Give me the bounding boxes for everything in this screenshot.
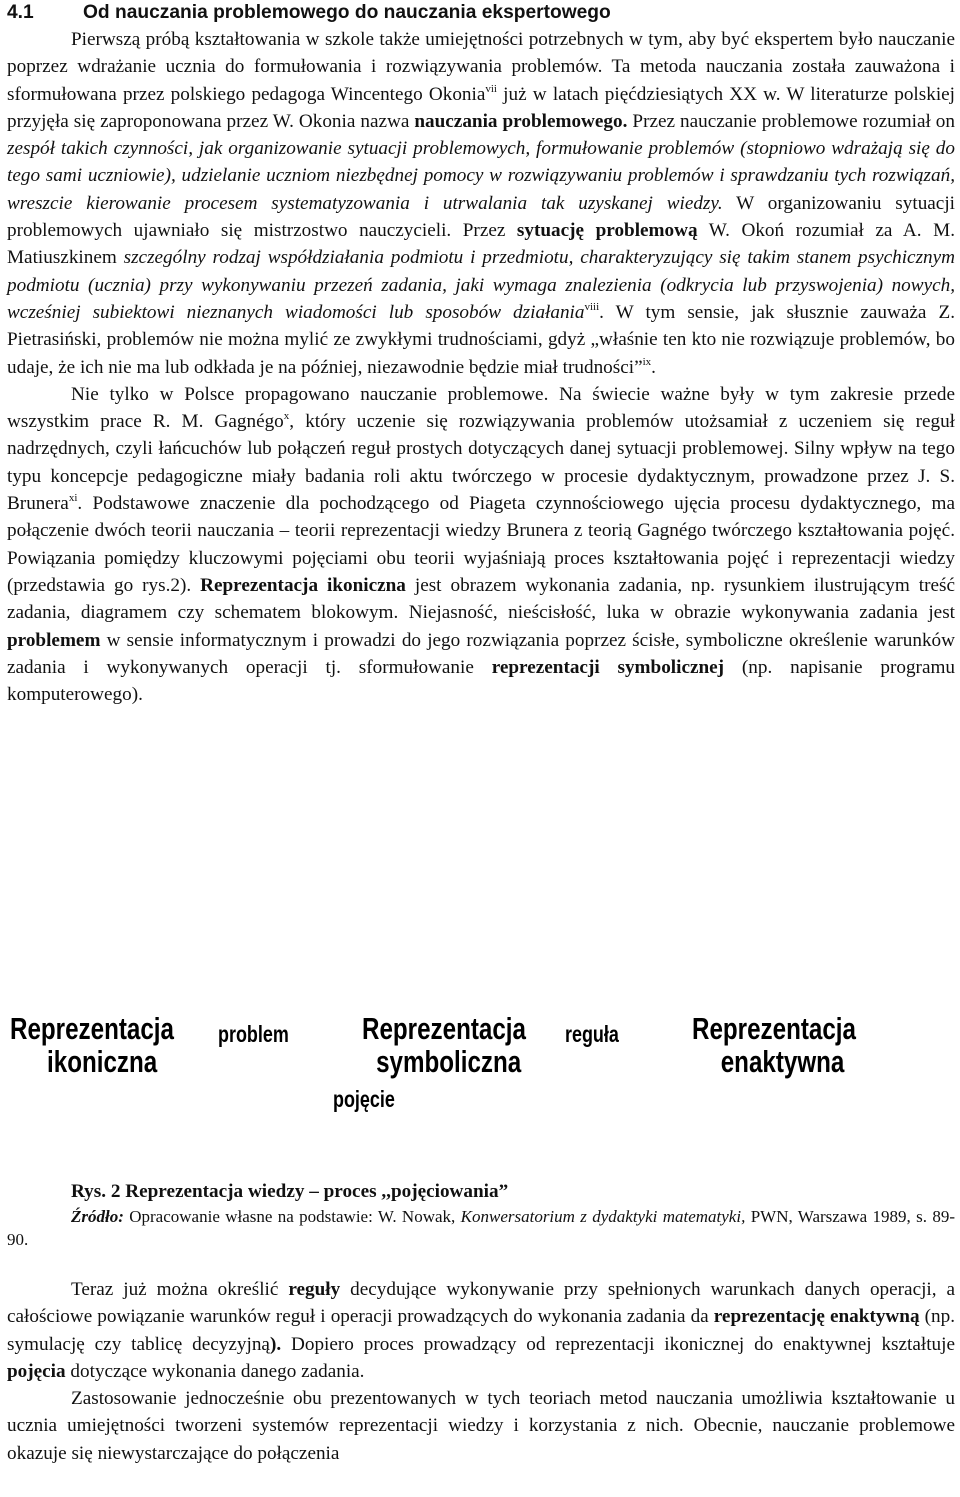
box-enactive-representation bbox=[692, 1013, 856, 1078]
box-enactive-line1: Reprezentacja bbox=[692, 1011, 856, 1046]
footnote-ref[interactable]: viii bbox=[584, 300, 600, 313]
text-run: Przez nauczanie problemowe rozumiał on bbox=[627, 110, 955, 132]
box-symbolic-line2: symboliczna bbox=[376, 1043, 522, 1079]
text-run: Teraz już można określić bbox=[71, 1279, 289, 1300]
text-run: Opracowanie własne na podstawie: W. Nowak, bbox=[123, 1207, 461, 1226]
source-title: Konwersatorium z dydaktyki matematyki, bbox=[460, 1207, 746, 1226]
paragraph-4: Zastosowanie jednocześnie obu prezentowanych w tych teoriach metod nauczania umożliwia kształtowanie u ucznia umiejętności tworzeni systemów reprezentacji wiedzy i korzystania z nich. Obecnie, nauczanie problemowe okazuje się niewystarczające do połączenia bbox=[7, 1388, 955, 1464]
box-iconic-representation bbox=[10, 1013, 174, 1078]
bold-term: pojęcia bbox=[7, 1360, 66, 1382]
bold-term: ). bbox=[269, 1333, 282, 1355]
footnote-ref[interactable]: vii bbox=[485, 82, 497, 95]
text-run: (np. napisanie programu komputerowego). bbox=[7, 656, 955, 706]
section-title: Od nauczania problemowego do nauczania ekspertowego bbox=[83, 2, 611, 23]
box-iconic-line1: Reprezentacja bbox=[10, 1011, 174, 1046]
after-figure-text bbox=[7, 1276, 955, 1467]
italic-definition: szczególny rodzaj współdziałania podmiotu i przedmiotu, charakteryzujący się takim stanem psychicznym podmiotu (ucznia) przy wykonywaniu przezeń zadania, jaki wymaga znalezienia (odkrycia lub przyswojenia) nowych, wcześniej subiektowi nieznanych wiadomości lub sposobów działania bbox=[7, 247, 955, 323]
text-run: . W tym sensie, jak słusznie zauważa Z. Pietrasiński, problemów nie można mylić ze zwykłymi trudnościami, gdyż „właśnie ten kto nie rozwiązuje problemów, bo udaje, że ich nie ma lub odkłada je na później, niezawodnie będzie miał trudności” bbox=[7, 301, 955, 378]
document-page bbox=[7, 0, 955, 708]
text-run: dotyczące wykonania danego zadania. bbox=[65, 1360, 365, 1382]
text-run: W organizowaniu sytuacji problemowych ujawniało się mistrzostwo nauczycieli. Przez bbox=[7, 192, 955, 242]
paragraph-1 bbox=[7, 26, 955, 381]
bold-term: reprezentacji symbolicznej bbox=[491, 656, 725, 678]
section-number: 4.1 bbox=[7, 2, 34, 23]
box-symbolic-line1: Reprezentacja bbox=[362, 1011, 526, 1046]
label-concept: pojęcie bbox=[333, 1086, 395, 1112]
text-run: (np. symulację czy tablicę decyzyjną bbox=[7, 1306, 955, 1355]
box-iconic-line2: ikoniczna bbox=[47, 1043, 158, 1079]
text-run: już w latach pięćdziesiątych XX w. W literaturze polskiej przyjęła się zaproponowana przez W. Okonia nazwa bbox=[7, 83, 955, 132]
bold-term: Reprezentacja ikoniczna bbox=[200, 574, 406, 596]
source-label: Źródło: bbox=[71, 1207, 124, 1226]
figure-source bbox=[7, 1205, 955, 1251]
arrow-label-problem: problem bbox=[218, 1021, 289, 1047]
bold-term: problemem bbox=[7, 629, 101, 651]
paragraph-3 bbox=[7, 1276, 955, 1385]
figure-caption: Rys. 2 Reprezentacja wiedzy – proces ,,pojęciowania” bbox=[71, 1181, 509, 1202]
knowledge-representation-diagram bbox=[0, 1000, 960, 1130]
text-run: PWN, Warszawa 1989, s. 89-90. bbox=[7, 1207, 955, 1249]
footnote-ref[interactable]: xi bbox=[68, 492, 78, 505]
text-run: Dopiero proces prowadzący od reprezentacji ikonicznej do enaktywnej kształtuje bbox=[281, 1333, 955, 1355]
figure-caption-block bbox=[7, 1178, 955, 1251]
text-run: Pierwszą próbą kształtowania w szkole także umiejętności potrzebnych w tym, aby być ekspertem było nauczanie poprzez wdrażanie ucznia do formułowania i rozwiązywania problemów. Ta metoda nauczania została zauważona i sformułowana przez polskiego pedagoga Wincentego Okonia bbox=[7, 29, 955, 105]
text-run: w sensie informatycznym i prowadzi do jego rozwiązania poprzez ścisłe, symboliczne określenie warunków zadania i wykonywanych operacji tj. sformułowanie bbox=[7, 629, 955, 678]
bold-term: reguły bbox=[288, 1279, 341, 1300]
text-run: jest obrazem wykonania zadania, np. rysunkiem ilustrującym treść zadania, diagramem czy schematem blokowym. Niejasność, nieścisłość, luka w obrazie wykonywania zadania jest bbox=[7, 574, 955, 624]
text-run: , który uczenie się rozwiązywania problemów utożsamiał z uczeniem się reguł nadrzędnych, czyli łańcuchów lub połączeń reguł prostych dotyczących danej sytuacji problemowej. Silny wpływ na tego typu koncepcje pedagogiczne miały badania roli aktu twórczego w procesie dydaktycznym, prowadzone przez J. S. Brunera bbox=[7, 411, 955, 515]
box-enactive-line2: enaktywna bbox=[720, 1043, 845, 1079]
box-symbolic-representation bbox=[362, 1013, 526, 1078]
text-run: Nie tylko w Polsce propagowano nauczanie problemowe. Na świecie ważne były w tym zakresie przede wszystkim prace R. M. Gagnégo bbox=[7, 383, 955, 433]
footnote-ref[interactable]: ix bbox=[642, 355, 652, 368]
bold-term: nauczania problemowego. bbox=[414, 110, 628, 132]
italic-definition: zespół takich czynności, jak organizowanie sytuacji problemowych, formułowanie problemów (stopniowo wdrażają się do tego sami uczniowie), udzielanie uczniom niezbędnej pomocy w rozwiązywaniu problemów i sprawdzaniu tych rozwiązań, wreszcie kierowanie procesem systematyzowania i utrwalania tak uzyskanej wiedzy. bbox=[7, 138, 955, 214]
text-run: . bbox=[651, 356, 656, 378]
text-run: decydujące wykonywanie przy spełnionych warunkach danych operacji, a całościowe powiązanie warunków reguł i operacji prowadzących do wykonania zadania da bbox=[7, 1279, 955, 1328]
section-heading bbox=[7, 0, 955, 26]
text-run: W. Okoń rozumiał za A. M. Matiuszkinem bbox=[7, 220, 955, 269]
footnote-ref[interactable]: x bbox=[283, 410, 290, 423]
bold-term: reprezentację enaktywną bbox=[713, 1306, 920, 1328]
text-run: . Podstawowe znaczenie dla pochodzącego od Piageta czynnościowego ujęcia procesu dydaktycznego, ma połączenie dwóch teorii nauczania – teorii reprezentacji wiedzy Brunera z teorią Gagnégo twórczego kształtowania pojęć. Powiązania pomiędzy kluczowymi pojęciami obu teorii wyjaśniają proces kształtowania pojęć i reprezentacji wiedzy (przedstawia go rys.2). bbox=[7, 493, 955, 596]
arrow-label-rule: reguła bbox=[565, 1021, 619, 1047]
paragraph-2 bbox=[7, 381, 955, 709]
bold-term: sytuację problemową bbox=[516, 220, 698, 242]
